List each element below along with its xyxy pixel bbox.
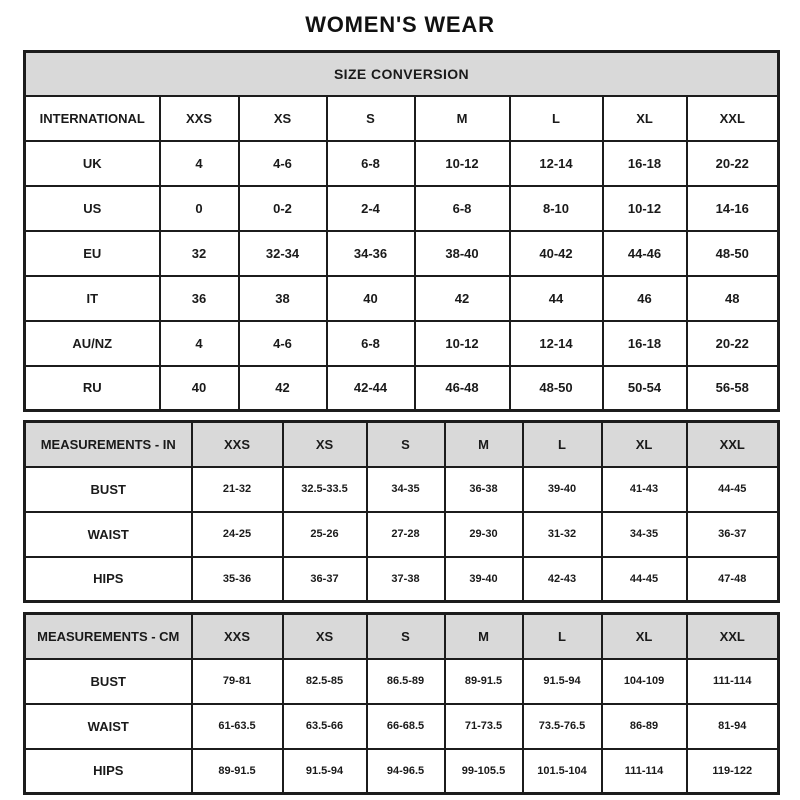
table-row bbox=[25, 366, 779, 411]
table-cell: 50-54 bbox=[603, 366, 687, 411]
table-cell: 39-40 bbox=[523, 467, 602, 512]
column-header: L bbox=[510, 96, 603, 141]
column-header: XL bbox=[602, 614, 687, 659]
table-cell: 37-38 bbox=[367, 557, 445, 602]
row-label: HIPS bbox=[25, 557, 192, 602]
table-cell: 104-109 bbox=[602, 659, 687, 704]
table-row bbox=[25, 749, 779, 794]
table-cell: 38-40 bbox=[415, 231, 510, 276]
row-label: WAIST bbox=[25, 704, 192, 749]
table-row bbox=[25, 659, 779, 704]
table-cell: 40 bbox=[327, 276, 415, 321]
column-header: XXL bbox=[687, 422, 779, 467]
column-header: XS bbox=[283, 614, 367, 659]
table-cell: 48-50 bbox=[510, 366, 603, 411]
table-cell: 12-14 bbox=[510, 321, 603, 366]
column-header: L bbox=[523, 614, 602, 659]
column-header: XL bbox=[603, 96, 687, 141]
table-cell: 4-6 bbox=[239, 321, 327, 366]
table-cell: 4 bbox=[160, 321, 239, 366]
table-cell: 99-105.5 bbox=[445, 749, 523, 794]
table-cell: 91.5-94 bbox=[523, 659, 602, 704]
table-cell: 0-2 bbox=[239, 186, 327, 231]
table-cell: 4-6 bbox=[239, 141, 327, 186]
table-row bbox=[25, 276, 779, 321]
column-header: S bbox=[367, 614, 445, 659]
table-cell: 86-89 bbox=[602, 704, 687, 749]
table-cell: 14-16 bbox=[687, 186, 779, 231]
table-cell: 6-8 bbox=[327, 141, 415, 186]
table-cell: 42 bbox=[239, 366, 327, 411]
table-cell: 39-40 bbox=[445, 557, 523, 602]
column-header: M bbox=[445, 422, 523, 467]
measurements-in-title: MEASUREMENTS - IN bbox=[25, 422, 192, 467]
table-cell: 101.5-104 bbox=[523, 749, 602, 794]
table-cell: 36 bbox=[160, 276, 239, 321]
row-label: HIPS bbox=[25, 749, 192, 794]
table-cell: 40 bbox=[160, 366, 239, 411]
table-cell: 82.5-85 bbox=[283, 659, 367, 704]
column-header: XS bbox=[239, 96, 327, 141]
table-cell: 24-25 bbox=[192, 512, 283, 557]
column-header-row bbox=[25, 614, 779, 659]
table-cell: 63.5-66 bbox=[283, 704, 367, 749]
size-conversion-table bbox=[23, 50, 780, 412]
column-header: XXS bbox=[192, 422, 283, 467]
table-cell: 10-12 bbox=[415, 321, 510, 366]
table-cell: 29-30 bbox=[445, 512, 523, 557]
table-cell: 89-91.5 bbox=[445, 659, 523, 704]
table-cell: 27-28 bbox=[367, 512, 445, 557]
column-header: XL bbox=[602, 422, 687, 467]
column-header-row bbox=[25, 422, 779, 467]
table-cell: 2-4 bbox=[327, 186, 415, 231]
table-cell: 21-32 bbox=[192, 467, 283, 512]
table-cell: 16-18 bbox=[603, 321, 687, 366]
table-cell: 44 bbox=[510, 276, 603, 321]
table-cell: 38 bbox=[239, 276, 327, 321]
measurements-cm-title: MEASUREMENTS - CM bbox=[25, 614, 192, 659]
table-cell: 44-45 bbox=[602, 557, 687, 602]
table-cell: 89-91.5 bbox=[192, 749, 283, 794]
column-header: XXL bbox=[687, 614, 779, 659]
table-cell: 36-37 bbox=[687, 512, 779, 557]
table-cell: 111-114 bbox=[687, 659, 779, 704]
column-header: XXS bbox=[192, 614, 283, 659]
table-cell: 61-63.5 bbox=[192, 704, 283, 749]
column-header: M bbox=[415, 96, 510, 141]
table-row bbox=[25, 321, 779, 366]
row-label: UK bbox=[25, 141, 160, 186]
table-cell: 20-22 bbox=[687, 141, 779, 186]
table-cell: 111-114 bbox=[602, 749, 687, 794]
column-header: XXL bbox=[687, 96, 779, 141]
column-header: XS bbox=[283, 422, 367, 467]
table-cell: 34-36 bbox=[327, 231, 415, 276]
size-conversion-title: SIZE CONVERSION bbox=[25, 52, 779, 96]
row-label: US bbox=[25, 186, 160, 231]
table-row bbox=[25, 186, 779, 231]
table-cell: 44-45 bbox=[687, 467, 779, 512]
table-row bbox=[25, 557, 779, 602]
row-label: IT bbox=[25, 276, 160, 321]
table-row bbox=[25, 704, 779, 749]
table-cell: 34-35 bbox=[602, 512, 687, 557]
column-header: S bbox=[327, 96, 415, 141]
table-cell: 56-58 bbox=[687, 366, 779, 411]
table-cell: 42-43 bbox=[523, 557, 602, 602]
row-label: AU/NZ bbox=[25, 321, 160, 366]
table-cell: 94-96.5 bbox=[367, 749, 445, 794]
table-cell: 32-34 bbox=[239, 231, 327, 276]
table-cell: 20-22 bbox=[687, 321, 779, 366]
measurements-in-table bbox=[23, 420, 780, 603]
table-cell: 10-12 bbox=[415, 141, 510, 186]
row-label: WAIST bbox=[25, 512, 192, 557]
table-cell: 79-81 bbox=[192, 659, 283, 704]
column-header: L bbox=[523, 422, 602, 467]
table-cell: 34-35 bbox=[367, 467, 445, 512]
table-cell: 91.5-94 bbox=[283, 749, 367, 794]
table-cell: 4 bbox=[160, 141, 239, 186]
table-cell: 40-42 bbox=[510, 231, 603, 276]
table-row bbox=[25, 467, 779, 512]
table-cell: 42 bbox=[415, 276, 510, 321]
measurements-cm-table bbox=[23, 612, 780, 795]
table-cell: 36-38 bbox=[445, 467, 523, 512]
table-cell: 35-36 bbox=[192, 557, 283, 602]
table-cell: 86.5-89 bbox=[367, 659, 445, 704]
table-cell: 44-46 bbox=[603, 231, 687, 276]
table-cell: 73.5-76.5 bbox=[523, 704, 602, 749]
column-header: M bbox=[445, 614, 523, 659]
table-cell: 36-37 bbox=[283, 557, 367, 602]
table-cell: 81-94 bbox=[687, 704, 779, 749]
table-cell: 47-48 bbox=[687, 557, 779, 602]
table-cell: 12-14 bbox=[510, 141, 603, 186]
column-header: INTERNATIONAL bbox=[25, 96, 160, 141]
table-cell: 10-12 bbox=[603, 186, 687, 231]
table-cell: 71-73.5 bbox=[445, 704, 523, 749]
table-cell: 41-43 bbox=[602, 467, 687, 512]
table-row bbox=[25, 141, 779, 186]
page-title: WOMEN'S WEAR bbox=[305, 12, 495, 37]
table-cell: 25-26 bbox=[283, 512, 367, 557]
row-label: BUST bbox=[25, 659, 192, 704]
table-cell: 31-32 bbox=[523, 512, 602, 557]
table-row bbox=[25, 231, 779, 276]
table-cell: 119-122 bbox=[687, 749, 779, 794]
table-cell: 48 bbox=[687, 276, 779, 321]
table-cell: 32.5-33.5 bbox=[283, 467, 367, 512]
row-label: RU bbox=[25, 366, 160, 411]
table-cell: 66-68.5 bbox=[367, 704, 445, 749]
row-label: EU bbox=[25, 231, 160, 276]
table-cell: 8-10 bbox=[510, 186, 603, 231]
column-header-row bbox=[25, 96, 779, 141]
table-cell: 6-8 bbox=[327, 321, 415, 366]
table-cell: 42-44 bbox=[327, 366, 415, 411]
table-cell: 0 bbox=[160, 186, 239, 231]
table-cell: 16-18 bbox=[603, 141, 687, 186]
table-cell: 32 bbox=[160, 231, 239, 276]
table-row bbox=[25, 512, 779, 557]
table-cell: 6-8 bbox=[415, 186, 510, 231]
table-cell: 48-50 bbox=[687, 231, 779, 276]
table-banner-row bbox=[25, 52, 779, 96]
column-header: XXS bbox=[160, 96, 239, 141]
table-cell: 46-48 bbox=[415, 366, 510, 411]
row-label: BUST bbox=[25, 467, 192, 512]
table-cell: 46 bbox=[603, 276, 687, 321]
column-header: S bbox=[367, 422, 445, 467]
